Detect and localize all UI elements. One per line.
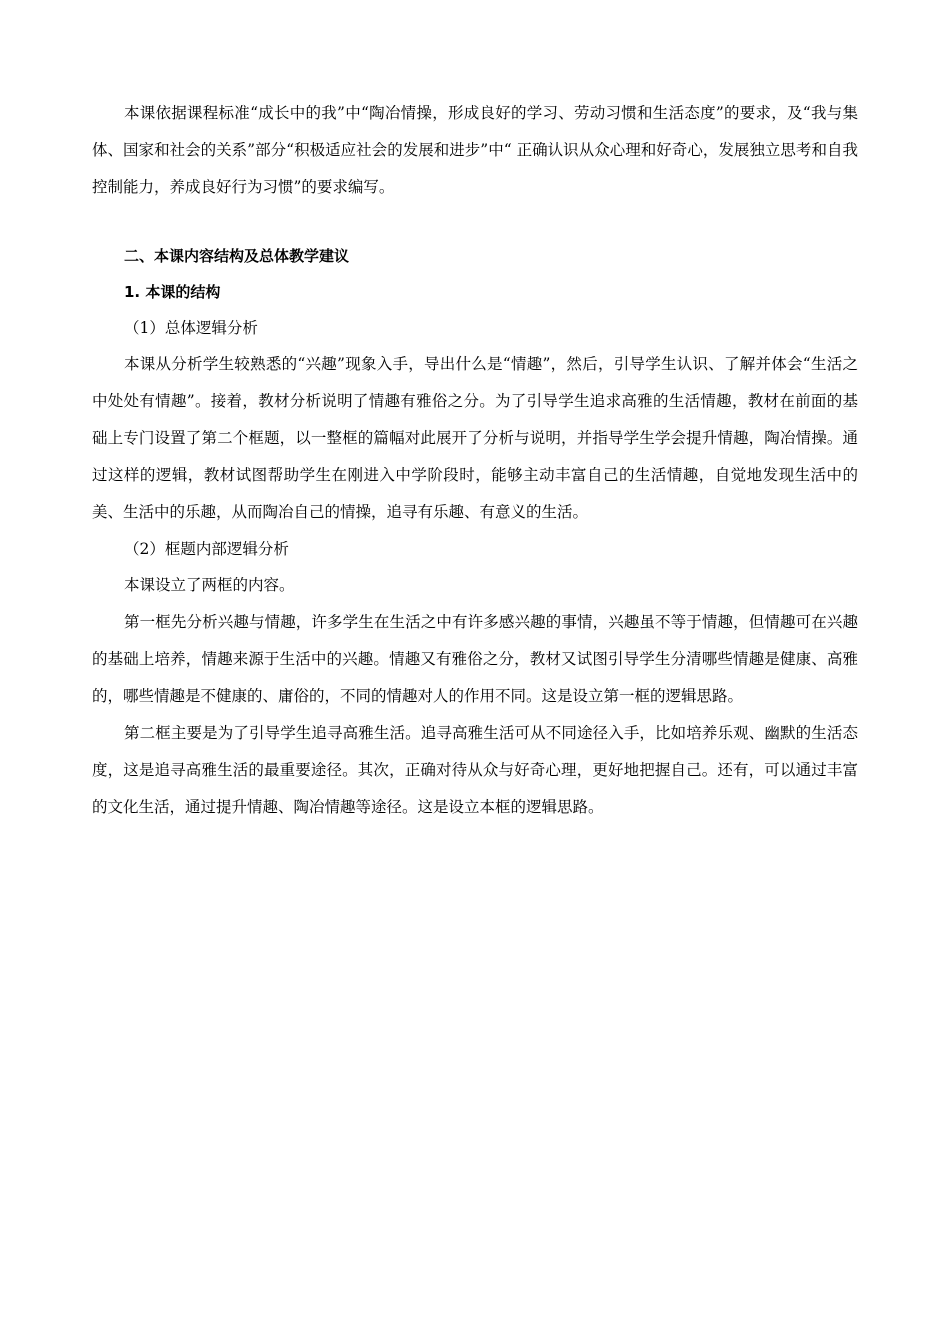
part1-label: （1）总体逻辑分析 [124,319,258,337]
section-gap [92,206,858,238]
intro-paragraph: 本课依据课程标准“成长中的我”中“陶冶情操，形成良好的学习、劳动习惯和生活态度”的要求，及“我与集体、国家和社会的关系”部分“积极适应社会的发展和进步”中“ 正确认识从众心理和好奇心，发展独立思考和自我控制能力，养成良好行为习惯”的要求编写。 [92,104,858,196]
part2-paragraph-3: 第二框主要是为了引导学生追寻高雅生活。追寻高雅生活可从不同途径入手，比如培养乐观、幽默的生活态度，这是追寻高雅生活的最重要途径。其次，正确对待从众与好奇心理，更好地把握自己。还有，可以通过丰富的文化生活，通过提升情趣、陶冶情趣等途径。这是设立本框的逻辑思路。 [92,724,858,816]
part1-paragraph: 本课从分析学生较熟悉的“兴趣”现象入手，导出什么是“情趣”，然后，引导学生认识、了解并体会“生活之中处处有情趣”。接着，教材分析说明了情趣有雅俗之分。为了引导学生追求高雅的生活情趣，教材在前面的基础上专门设置了第二个框题，以一整框的篇幅对此展开了分析与说明，并指导学生学会提升情趣，陶冶情操。通过这样的逻辑，教材试图帮助学生在刚进入中学阶段时，能够主动丰富自己的生活情趣，自觉地发现生活中的美、生活中的乐趣，从而陶冶自己的情操，追寻有乐趣、有意义的生活。 [92,355,858,521]
section-heading: 二、本课内容结构及总体教学建议 [124,247,350,265]
part2-paragraph-1: 本课设立了两框的内容。 [124,576,295,594]
subsection-heading: 1. 本课的结构 [124,283,221,301]
part2-label: （2）框题内部逻辑分析 [124,540,289,558]
document-page [92,95,858,826]
part2-paragraph-2: 第一框先分析兴趣与情趣，许多学生在生活之中有许多感兴趣的事情，兴趣虽不等于情趣，但情趣可在兴趣的基础上培养，情趣来源于生活中的兴趣。情趣又有雅俗之分，教材又试图引导学生分清哪些情趣是健康、高雅的，哪些情趣是不健康的、庸俗的，不同的情趣对人的作用不同。这是设立第一框的逻辑思路。 [92,613,858,705]
